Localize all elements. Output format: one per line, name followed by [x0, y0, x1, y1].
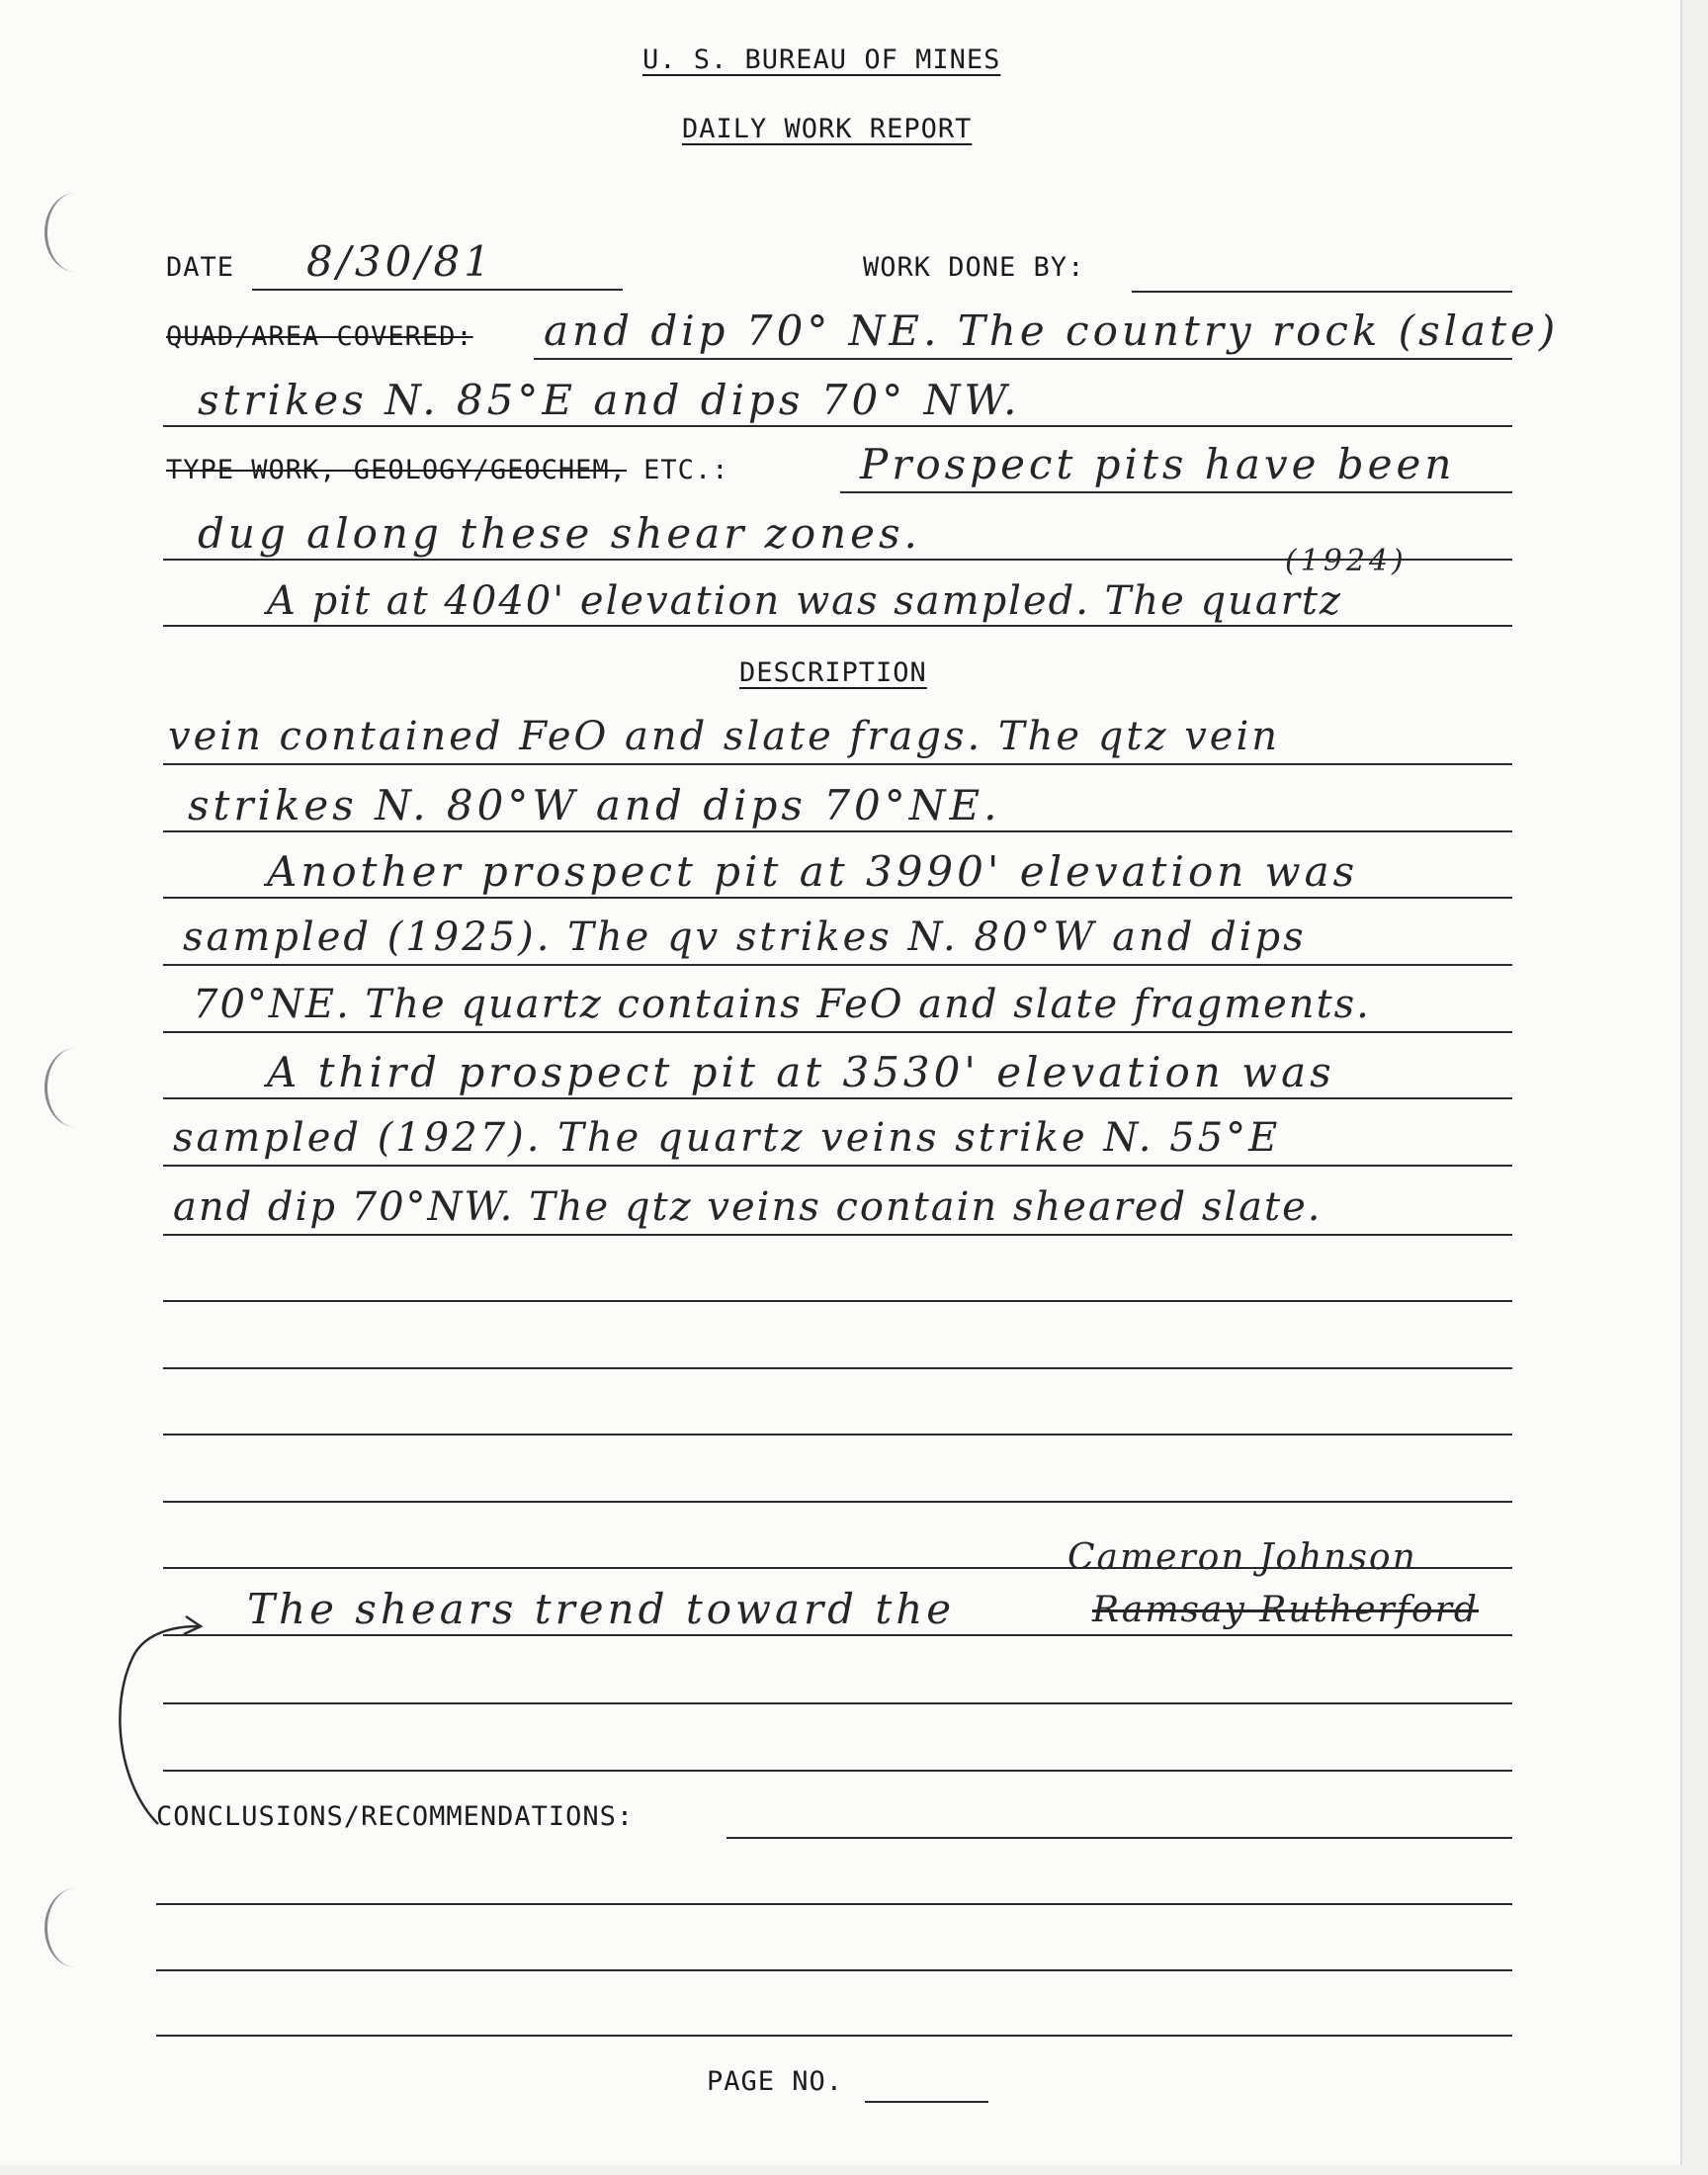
hw-line-04: dug along these shear zones.	[198, 509, 921, 558]
conclusions-line-3	[156, 1969, 1512, 1971]
hw-line-14-insert: Cameron Johnson	[1068, 1537, 1417, 1578]
conclusions-line-1	[726, 1837, 1512, 1839]
desc-line-6	[163, 1097, 1512, 1099]
desc-line-4	[163, 964, 1512, 966]
hw-line-02: strikes N. 85°E and dips 70° NW.	[198, 376, 1021, 424]
desc-line-5	[163, 1031, 1512, 1033]
hw-annotation-1924: (1924)	[1285, 544, 1408, 578]
type-work-label: TYPE WORK, GEOLOGY/GEOCHEM,	[166, 455, 627, 485]
desc-line-7	[163, 1165, 1512, 1167]
hw-line-03: Prospect pits have been	[860, 440, 1456, 488]
desc-line-11	[163, 1434, 1512, 1436]
hw-line-07: strikes N. 80°W and dips 70°NE.	[188, 781, 1001, 829]
type-work-label-tail: ETC.:	[643, 455, 729, 485]
conclusions-label: CONCLUSIONS/RECOMMENDATIONS:	[156, 1801, 635, 1832]
quad-line-1	[534, 358, 1512, 360]
type-work-label-group	[166, 455, 728, 485]
binder-hole-middle	[44, 1048, 107, 1127]
desc-line-16	[163, 1770, 1512, 1772]
hw-line-05: A pit at 4040' elevation was sampled. The quartz	[267, 578, 1342, 624]
date-line	[252, 289, 623, 291]
hw-line-08: Another prospect pit at 3990' elevation was	[267, 847, 1359, 896]
hw-line-13: and dip 70°NW. The qtz veins contain sheared slate.	[173, 1184, 1323, 1230]
desc-line-8	[163, 1234, 1512, 1236]
quad-area-label: QUAD/AREA COVERED:	[166, 321, 473, 352]
work-done-by-line	[1132, 291, 1512, 293]
desc-line-1	[163, 763, 1512, 765]
description-heading: DESCRIPTION	[739, 657, 927, 688]
agency-heading: U. S. BUREAU OF MINES	[642, 44, 1001, 75]
conclusions-line-2	[156, 1903, 1512, 1905]
type-work-line-1	[840, 491, 1512, 493]
hw-line-14: The shears trend toward the	[247, 1585, 956, 1633]
desc-line-9	[163, 1300, 1512, 1302]
desc-line-2	[163, 830, 1512, 832]
date-value: 8/30/81	[306, 237, 494, 286]
page-number-line	[865, 2101, 988, 2103]
desc-line-14	[163, 1634, 1512, 1636]
quad-line-2	[163, 425, 1512, 427]
date-label: DATE	[166, 252, 235, 283]
type-work-line-3	[163, 625, 1512, 627]
binder-hole-top	[44, 193, 107, 272]
arrow-icon	[99, 1597, 237, 1829]
hw-line-10: 70°NE. The quartz contains FeO and slate fragments.	[193, 982, 1371, 1027]
hw-line-11: A third prospect pit at 3530' elevation was	[267, 1048, 1335, 1096]
hw-line-09: sampled (1925). The qv strikes N. 80°W and dips	[183, 914, 1307, 960]
conclusions-line-4	[156, 2035, 1512, 2037]
report-title: DAILY WORK REPORT	[682, 114, 973, 144]
hw-line-14-struck: Ramsay Rutherford	[1092, 1590, 1479, 1630]
desc-line-12	[163, 1501, 1512, 1503]
work-done-by-label: WORK DONE BY:	[863, 252, 1085, 283]
page-number-label: PAGE NO.	[707, 2066, 844, 2097]
desc-line-3	[163, 897, 1512, 899]
hw-line-12: sampled (1927). The quartz veins strike N. 55°E	[173, 1115, 1281, 1161]
hw-line-06: vein contained FeO and slate frags. The qtz vein	[168, 714, 1281, 759]
hw-line-01: and dip 70° NE. The country rock (slate)	[544, 306, 1560, 355]
desc-line-15	[163, 1702, 1512, 1704]
binder-hole-bottom	[44, 1888, 107, 1967]
desc-line-10	[163, 1367, 1512, 1369]
